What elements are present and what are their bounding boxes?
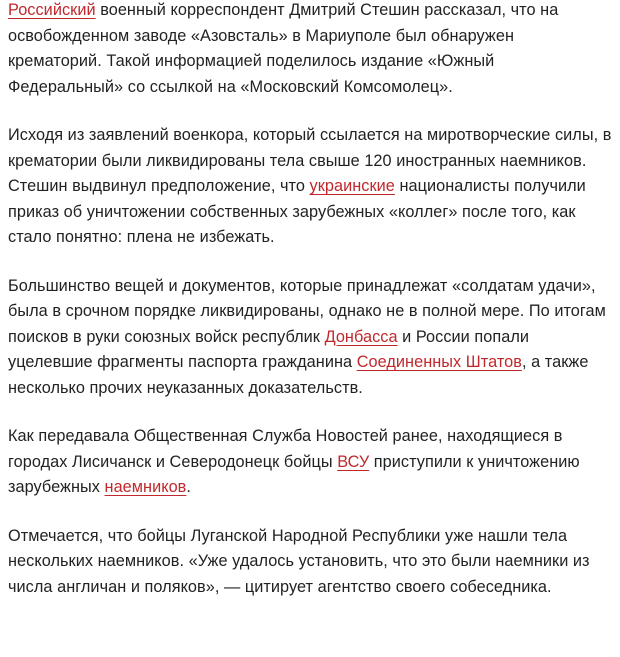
link-rossiyskiy[interactable]: Российский (8, 1, 96, 19)
paragraph-3-text-b: и России попали уцелевшие фрагменты паспорта гражданина (8, 327, 530, 371)
paragraph-4-text-b: приступили к уничтожению зарубежных (8, 452, 580, 496)
paragraph-1 (8, 0, 612, 100)
paragraph-4 (8, 424, 612, 501)
link-naemniki[interactable]: наемников (104, 478, 187, 496)
link-ukrainskie[interactable]: украинские (309, 177, 395, 195)
paragraph-4-text-c: . (186, 478, 191, 496)
paragraph-4-text-a: Как передавала Общественная Служба Новостей ранее, находящиеся в городах Лисичанск и Северодонецк бойцы (8, 427, 563, 471)
paragraph-3-text-c: , а также несколько прочих неуказанных доказательств. (8, 353, 589, 397)
paragraph-3 (8, 274, 612, 402)
paragraph-3-text-a: Большинство вещей и документов, которые принадлежат «солдатам удачи», была в срочном порядке ликвидированы, однако не в полной мере. По итогам поисков в руки союзных войск республик (8, 276, 606, 346)
link-donbass[interactable]: Донбасса (324, 327, 398, 346)
paragraph-2-text-b: националисты получили приказ об уничтожении собственных зарубежных «коллег» после того, как стало понятно: плена не избежать. (8, 177, 586, 246)
paragraph-2-text-a: Исходя из заявлений военкора, который ссылается на миротворческие силы, в крематории были ликвидированы тела свыше 120 иностранных наемников. Стешин выдвинул предположение, что (8, 126, 612, 195)
paragraph-1-text: военный корреспондент Дмитрий Стешин рассказал, что на освобожденном заводе «Азовсталь» в Мариуполе был обнаружен крематорий. Такой информацией поделилось издание «Южный Федеральный» со ссылкой на «Московский Комсомолец». (8, 1, 559, 96)
paragraph-5 (8, 524, 612, 601)
link-usa[interactable]: Соединенных Штатов (356, 353, 522, 371)
paragraph-2 (8, 123, 612, 251)
paragraph-5-text: Отмечается, что бойцы Луганской Народной Республики уже нашли тела нескольких наемников. «Уже удалось установить, что это были наемники из числа англичан и поляков», — цитирует агентство своего собеседника. (8, 526, 590, 596)
link-vsu[interactable]: ВСУ (337, 452, 370, 471)
